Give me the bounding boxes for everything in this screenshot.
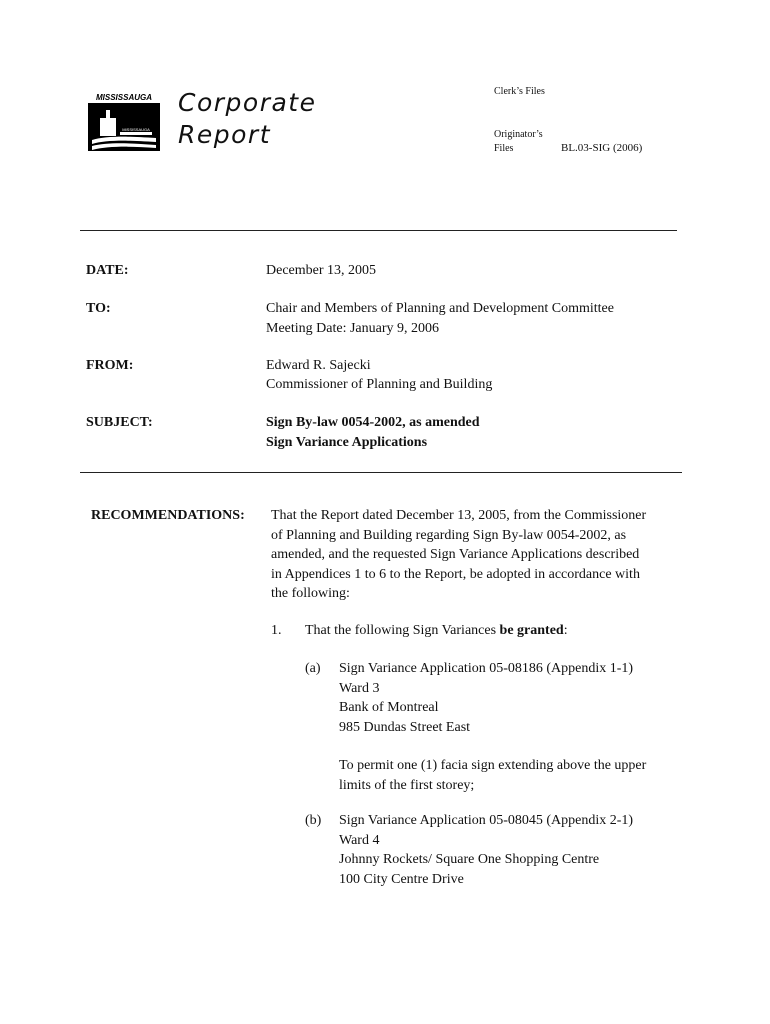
item-a-line: Bank of Montreal (339, 700, 439, 715)
subject-line-2: Sign Variance Applications (266, 435, 428, 450)
originators-files-label-1: Originator’s (494, 129, 543, 140)
to-label: TO: (86, 301, 111, 316)
item-a-desc-line: limits of the first storey; (339, 777, 475, 793)
city-logo (86, 92, 162, 158)
originators-files-value: BL.03-SIG (2006) (561, 142, 643, 154)
to-line-1: Chair and Members of Planning and Development Committee (266, 301, 614, 316)
item-1-text-plain: That the following Sign Variances (305, 623, 500, 638)
from-label: FROM: (86, 358, 134, 373)
item-a-line: Sign Variance Application 05-08186 (Appendix 1-1) (339, 661, 634, 676)
item-b-line: 100 City Centre Drive (339, 871, 464, 887)
report-title-line2: Report (178, 120, 271, 149)
intro-line: of Planning and Building regarding Sign By-law 0054-2002, as (271, 527, 627, 543)
item-b-line: Johnny Rockets/ Square One Shopping Centre (339, 852, 600, 867)
memo-divider (80, 472, 682, 473)
item-a-desc-line: To permit one (1) facia sign extending above the upper (339, 758, 647, 773)
recommendations-intro (271, 506, 646, 604)
item-b-line: Ward 4 (339, 832, 380, 848)
item-a-line: 985 Dundas Street East (339, 719, 471, 735)
intro-line: amended, and the requested Sign Variance Applications described (271, 547, 640, 562)
recommendations-label: RECOMMENDATIONS: (91, 508, 245, 523)
intro-line: That the Report dated December 13, 2005, from the Commissioner (271, 508, 647, 523)
item-a-line: Ward 3 (339, 680, 380, 696)
logo-subtext: MISSISSAUGA (122, 127, 150, 132)
originators-files-label-2: Files (494, 143, 514, 154)
subject-label: SUBJECT: (86, 415, 153, 430)
date-label: DATE: (86, 263, 129, 278)
header-divider (80, 230, 677, 231)
date-value: December 13, 2005 (266, 263, 377, 278)
item-b-details (339, 811, 633, 889)
item-1-text-end: : (563, 623, 568, 638)
item-1-text-bold: be granted (499, 623, 564, 638)
item-a-marker: (a) (305, 661, 321, 676)
report-title-line1: Corporate (178, 88, 317, 117)
item-a-details (339, 659, 646, 795)
to-line-2: Meeting Date: January 9, 2006 (266, 321, 440, 336)
item-1-number: 1. (271, 623, 282, 638)
from-line-2: Commissioner of Planning and Building (266, 377, 493, 392)
item-1-text (305, 621, 568, 641)
clerks-files-label: Clerk’s Files (494, 86, 545, 97)
subject-line-1: Sign By-law 0054-2002, as amended (266, 415, 480, 430)
intro-line: in Appendices 1 to 6 to the Report, be adopted in accordance with (271, 566, 640, 582)
item-b-line: Sign Variance Application 05-08045 (Appendix 2-1) (339, 813, 634, 828)
from-line-1: Edward R. Sajecki (266, 358, 371, 373)
logo-wordmark: MISSISSAUGA (95, 93, 153, 102)
intro-line: the following: (271, 586, 350, 601)
item-b-marker: (b) (305, 813, 322, 828)
